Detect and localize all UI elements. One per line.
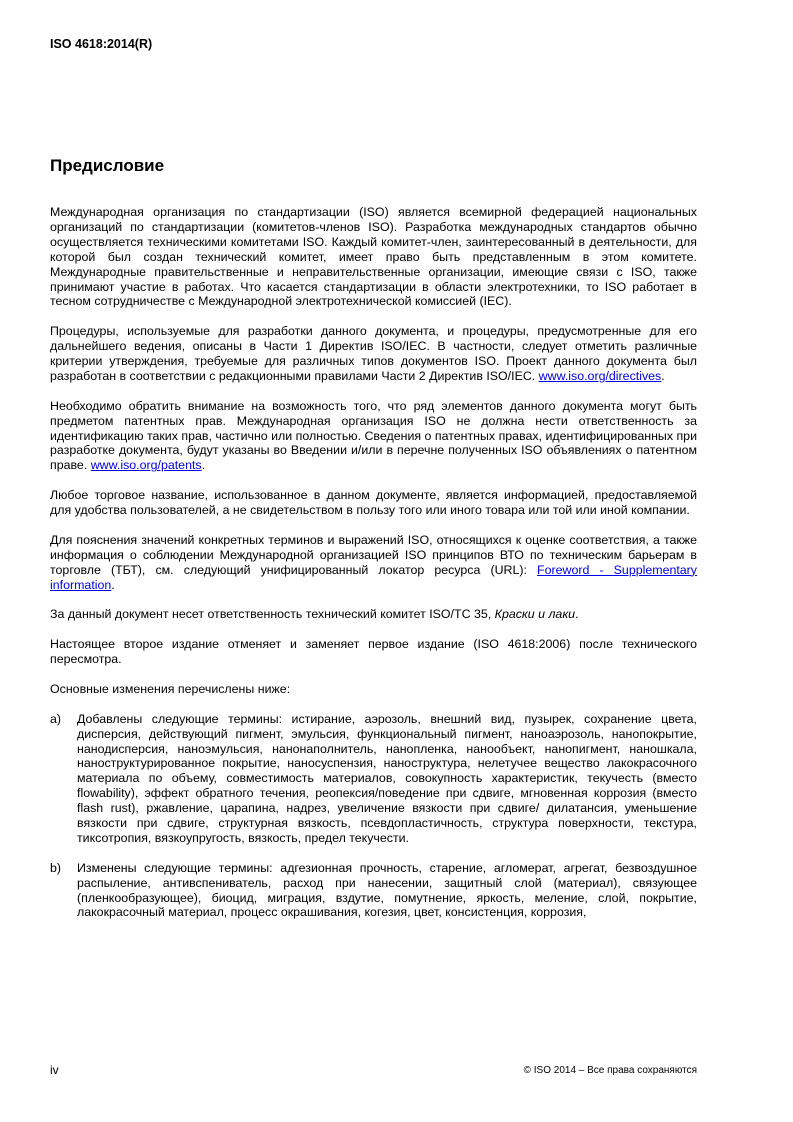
paragraph-patents — [50, 399, 697, 474]
paragraph-text: Процедуры, используемые для разработки данного документа, и процедуры, предусмотренные для его дальнейшего ведения, описаны в Части 1 Директив ISO/IEC. В частности, следует отметить различные критерии утверждения, требуемые для различных типов документов ISO. Проект данного документа был разработан в соответствии с редакционными правилами Части 2 Директив ISO/IEC. — [50, 324, 697, 383]
period: . — [575, 607, 579, 622]
list-item-text: Добавлены следующие термины: истирание, аэрозоль, внешний вид, пузырек, сохранение цвета, дисперсия, действующий пигмент, эмульсия, функциональный пигмент, наноаэрозоль, нанопокрытие, нанодисперсия, наноэмульсия, нанонаполнитель, нанопленка, нанообъект, нанопигмент, наношкала, наноструктурированное покрытие, наносуспензия, наноструктура, нелетучее вещество лакокрасочного материала по объему, совместимость материалов, совокупность характеристик, текучесть (вместо flowability), эффект обратного течения, реопексия/поведение при сдвиге, мгновенная коррозия (вместо flash rust), ржавление, царапина, надрез, увеличение вязкости при сдвиге/ дилатансия, уменьшение вязкости при сдвиге, структурная вязкость, псевдопластичность, структура поверхности, текстура, тиксотропия, вязкоупругость, вязкость, предел текучести. — [77, 711, 697, 845]
document-header: ISO 4618:2014(R) — [50, 37, 153, 51]
paragraph-trade-names: Любое торговое название, использованное в данном документе, является информацией, предоставляемой для удобства пользователей, а не свидетельством в пользу того или иного товара или той или иной компании. — [50, 488, 697, 518]
paragraph-conformity — [50, 533, 697, 593]
paragraph-committee — [50, 607, 697, 622]
section-title: Предисловие — [50, 156, 165, 175]
period: . — [201, 458, 206, 473]
committee-name: Краски и лаки — [494, 607, 576, 622]
paragraph-changes-intro: Основные изменения перечислены ниже: — [50, 681, 291, 696]
list-item — [50, 712, 697, 846]
paragraph-iso-intro: Международная организация по стандартизации (ISO) является всемирной федерацией национальных организаций по стандартизации (комитетов-членов ISO). Разработка международных стандартов обычно осуществляется техническими комитетами ISO. Каждый комитет-член, заинтересованный в деятельности, для которой был создан технический комитет, имеет право быть представленным в этом комитете. Международные правительственные и неправительственные организации, имеющие связи с ISO, также принимают участие в работах. Что касается стандартизации в области электротехники, то ISO работает в тесном сотрудничестве с Международной электротехнической комиссией (IEC). — [50, 205, 697, 309]
paragraph-text: Для пояснения значений конкретных терминов и выражений ISO, относящихся к оценке соответствия, а также информация о соблюдении Международной организацией ISO принципов ВТО по техническим барьерам в торговле (ТБТ), см. следующий унифицированный локатор ресурса (URL): — [50, 532, 697, 577]
paragraph-edition: Настоящее второе издание отменяет и заменяет первое издание (ISO 4618:2006) после технического пересмотра. — [50, 637, 697, 667]
foreword-supplementary-link[interactable]: Foreword - Supplementary information — [50, 562, 698, 592]
document-body — [50, 205, 697, 935]
page-number: iv — [50, 1063, 59, 1077]
list-item — [50, 861, 697, 921]
period: . — [111, 577, 115, 592]
list-marker: a) — [50, 711, 62, 726]
list-marker: b) — [50, 860, 62, 875]
copyright-notice: © ISO 2014 – Все права сохраняются — [523, 1065, 697, 1076]
period: . — [661, 368, 665, 383]
changes-list — [50, 712, 697, 921]
list-item-text: Изменены следующие термины: адгезионная прочность, старение, агломерат, агрегат, безвоздушное распыление, антивспениватель, расход при нанесении, защитный слой (материал), связующее (пленкообразующее), биоцид, миграция, вздутие, помутнение, яркость, меление, слой, покрытие, лакокрасочный материал, процесс окрашивания, когезия, цвет, консистенция, коррозия, — [77, 860, 697, 920]
paragraph-text: За данный документ несет ответственность технический комитет ISO/TC 35, — [50, 607, 495, 622]
paragraph-text: Необходимо обратить внимание на возможность того, что ряд элементов данного документа могут быть предметом патентных прав. Международная организация ISO не должна нести ответственность за идентификацию таких прав, частично или полностью. Сведения о патентных правах, идентифицированных при разработке документа, будут указаны во Введении и/или в перечне полученных ISO объявлениях о патентном праве. — [50, 398, 697, 473]
directives-link[interactable]: www.iso.org/directives — [538, 368, 662, 383]
patents-link[interactable]: www.iso.org/patents — [90, 458, 202, 473]
paragraph-procedures — [50, 324, 697, 384]
